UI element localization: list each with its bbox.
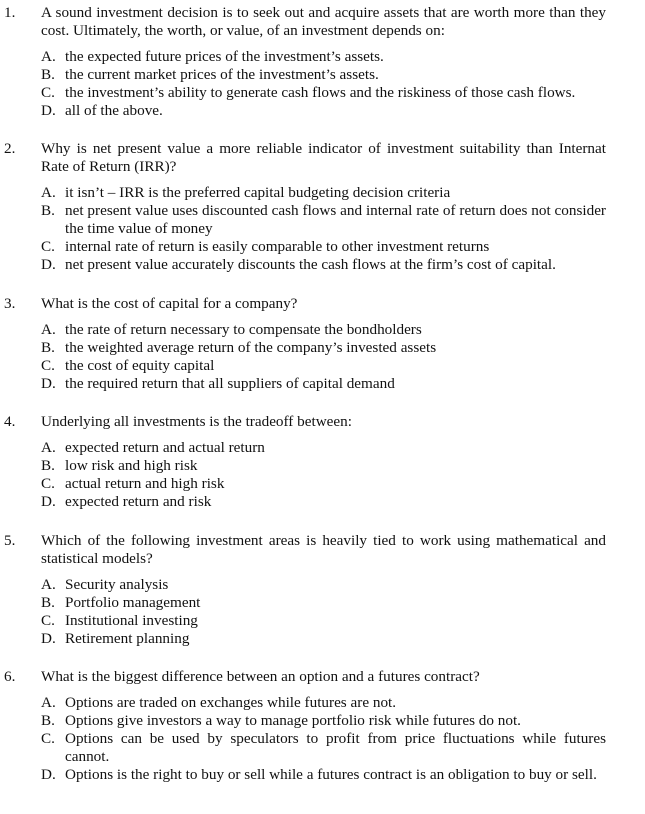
option-letter: A. (41, 439, 56, 456)
option-text: actual return and high risk (65, 475, 225, 492)
answer-option (41, 475, 606, 493)
option-text: Options are traded on exchanges while futures are not. (65, 694, 397, 711)
answer-option (41, 594, 606, 612)
answer-options (41, 48, 606, 120)
option-text: Portfolio management (65, 594, 201, 611)
answer-option (41, 375, 606, 393)
answer-option (41, 457, 606, 475)
answer-options (41, 439, 606, 511)
option-text: the investment’s ability to generate cash flows and the riskiness of those cash flows. (65, 84, 576, 101)
answer-option (41, 357, 606, 375)
option-letter: B. (41, 202, 55, 219)
option-text: the current market prices of the investment’s assets. (65, 66, 379, 83)
option-letter: D. (41, 766, 56, 783)
answer-option (41, 48, 606, 66)
answer-option (41, 493, 606, 511)
option-letter: B. (41, 339, 55, 356)
question-text: A sound investment decision is to seek out and acquire assets that are worth more than they cost. Ultimately, the worth, or value, of an investment depends on: (41, 4, 606, 39)
option-text: the cost of equity capital (65, 357, 215, 374)
option-text: the required return that all suppliers of capital demand (65, 375, 395, 392)
option-letter: A. (41, 48, 56, 65)
answer-options (41, 576, 606, 648)
answer-options (41, 184, 606, 274)
option-letter: C. (41, 730, 55, 747)
option-letter: A. (41, 576, 56, 593)
option-text: the expected future prices of the investment’s assets. (65, 48, 384, 65)
answer-option (41, 102, 606, 120)
answer-option (41, 202, 606, 238)
question-number: 5. (4, 532, 16, 549)
option-text: Institutional investing (65, 612, 198, 629)
question-3 (0, 295, 645, 393)
question-text: What is the cost of capital for a company? (41, 295, 298, 312)
option-text: the rate of return necessary to compensate the bondholders (65, 321, 422, 338)
option-text: Options can be used by speculators to profit from price fluctuations while futures cannot. (65, 730, 606, 765)
option-text: Retirement planning (65, 630, 190, 647)
question-text: What is the biggest difference between an option and a futures contract? (41, 668, 480, 685)
answer-options (41, 694, 606, 784)
question-number: 4. (4, 413, 16, 430)
question-2 (0, 140, 645, 274)
option-letter: C. (41, 475, 55, 492)
option-letter: B. (41, 66, 55, 83)
option-letter: D. (41, 630, 56, 647)
option-letter: D. (41, 493, 56, 510)
answer-options (41, 321, 606, 393)
option-text: net present value accurately discounts the cash flows at the firm’s cost of capital. (65, 256, 556, 273)
question-number: 6. (4, 668, 16, 685)
option-letter: B. (41, 712, 55, 729)
answer-option (41, 339, 606, 357)
question-number: 1. (4, 4, 16, 21)
question-number: 2. (4, 140, 16, 157)
answer-option (41, 184, 606, 202)
option-letter: B. (41, 457, 55, 474)
question-6 (0, 668, 645, 784)
answer-option (41, 84, 606, 102)
answer-option (41, 576, 606, 594)
question-1 (0, 4, 645, 120)
answer-option (41, 730, 606, 766)
question-4 (0, 413, 645, 511)
option-letter: A. (41, 184, 56, 201)
option-text: the weighted average return of the company’s invested assets (65, 339, 437, 356)
option-letter: C. (41, 84, 55, 101)
option-text: all of the above. (65, 102, 163, 119)
option-letter: A. (41, 694, 56, 711)
option-letter: B. (41, 594, 55, 611)
answer-option (41, 238, 606, 256)
option-text: net present value uses discounted cash flows and internal rate of return does not consider the time value of money (65, 202, 606, 237)
option-text: Options give investors a way to manage portfolio risk while futures do not. (65, 712, 521, 729)
answer-option (41, 766, 606, 784)
option-text: it isn’t – IRR is the preferred capital budgeting decision criteria (65, 184, 451, 201)
option-letter: C. (41, 612, 55, 629)
answer-option (41, 321, 606, 339)
option-text: expected return and risk (65, 493, 212, 510)
option-text: low risk and high risk (65, 457, 198, 474)
answer-option (41, 612, 606, 630)
answer-option (41, 630, 606, 648)
answer-option (41, 712, 606, 730)
option-letter: D. (41, 256, 56, 273)
answer-option (41, 66, 606, 84)
answer-option (41, 694, 606, 712)
question-text: Why is net present value a more reliable indicator of investment suitability than Internat Rate of Return (IRR)? (41, 140, 606, 175)
option-text: Options is the right to buy or sell while a futures contract is an obligation to buy or sell. (65, 766, 597, 783)
option-text: Security analysis (65, 576, 169, 593)
option-letter: D. (41, 375, 56, 392)
answer-option (41, 256, 606, 274)
option-letter: A. (41, 321, 56, 338)
question-5 (0, 532, 645, 648)
option-text: expected return and actual return (65, 439, 265, 456)
option-letter: D. (41, 102, 56, 119)
question-number: 3. (4, 295, 16, 312)
answer-option (41, 439, 606, 457)
question-text: Which of the following investment areas is heavily tied to work using mathematical and statistical models? (41, 532, 606, 567)
option-letter: C. (41, 238, 55, 255)
question-text: Underlying all investments is the tradeoff between: (41, 413, 352, 430)
option-letter: C. (41, 357, 55, 374)
option-text: internal rate of return is easily comparable to other investment returns (65, 238, 490, 255)
